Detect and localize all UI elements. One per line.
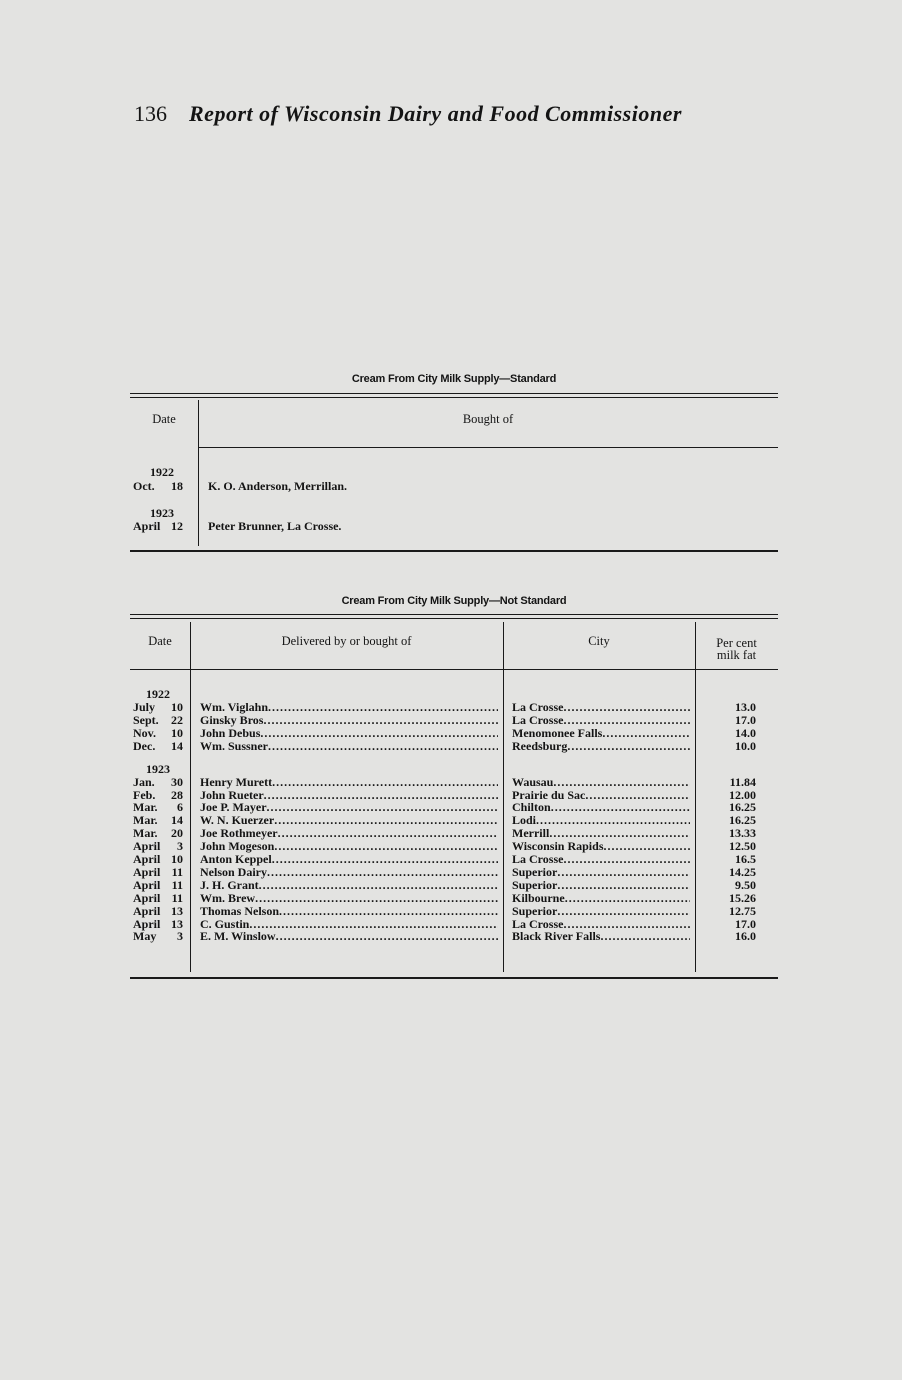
table2-header-rule: [503, 669, 695, 670]
table2-top-rule: [130, 614, 778, 619]
row-milk-fat: 15.26: [729, 890, 756, 905]
table2-caption: Cream From City Milk Supply—Not Standard: [341, 595, 567, 607]
row-milk-fat: 11.84: [729, 774, 756, 789]
table2-header-rule: [695, 669, 778, 670]
row-name: W. N. Kuerzer .....: [200, 814, 498, 827]
row-name: Wm. Viglahn .....: [200, 701, 498, 714]
row-city: Menomonee Falls .....: [512, 727, 690, 740]
table-row: April 3 John Mogeson ..... Wisconsin Rapids ..... 12.50: [0, 840, 780, 853]
row-city: Reedsburg .....: [512, 740, 690, 753]
table1-bottom-rule: [130, 550, 778, 552]
row-milk-fat: 16.25: [729, 813, 756, 828]
row-milk-fat: 12.00: [729, 787, 756, 802]
row-milk-fat: 9.50: [735, 877, 756, 892]
table2-header-milk-fat: milk fat: [716, 648, 757, 662]
row-milk-fat: 17.0: [735, 712, 756, 727]
table2-header-delivered: Delivered by or bought of: [281, 634, 412, 648]
row-city: Superior .....: [512, 866, 690, 879]
row-name: Anton Keppel .....: [200, 853, 498, 866]
row-name: Ginsky Bros .....: [200, 714, 498, 727]
row-city: Merrill .....: [512, 827, 690, 840]
row-name: John Rueter .....: [200, 789, 498, 802]
table-row: Mar. 20 Joe Rothmeyer ..... Merrill ..... 13.33: [0, 827, 780, 840]
table2-header-rule: [190, 669, 503, 670]
table1-year: 1923: [150, 506, 174, 520]
table1-header-bought-of: Bought of: [462, 412, 514, 426]
row-city: La Crosse .....: [512, 918, 690, 931]
row-city: Superior .....: [512, 879, 690, 892]
row-city: Prairie du Sac .....: [512, 789, 690, 802]
row-name: John Mogeson .....: [200, 840, 498, 853]
table2-header-date: Date: [148, 634, 172, 648]
row-name: J. H. Grant .....: [200, 879, 498, 892]
row-milk-fat: 10.0: [735, 738, 756, 753]
row-name: C. Gustin .....: [200, 918, 498, 931]
table-row: Nov. 10 John Debus ..... Menomonee Falls ..... 14.0: [0, 727, 780, 740]
row-city: Black River Falls .....: [512, 930, 690, 943]
row-milk-fat: 16.5: [735, 852, 756, 866]
table2-year: 1922: [146, 687, 170, 701]
table2-header-rule: [130, 669, 190, 670]
table-row: Feb. 28 John Rueter ..... Prairie du Sac ..... 12.00: [0, 789, 780, 802]
table1-caption: Cream From City Milk Supply—Standard: [351, 373, 557, 385]
table2-header-city: City: [588, 634, 610, 648]
row-name: John Debus .....: [200, 727, 498, 740]
row-name: Joe Rothmeyer .....: [200, 827, 498, 840]
row-milk-fat: 16.25: [729, 800, 756, 815]
table-row: Dec. 14 Wm. Sussner ..... Reedsburg ..... 10.0: [0, 740, 780, 753]
row-milk-fat: 13.33: [729, 826, 756, 841]
table-row: April 10 Anton Keppel ..... La Crosse ..... 16.5: [0, 853, 780, 866]
bought-of: K. O. Anderson, Merrillan.: [208, 479, 347, 493]
row-city: La Crosse .....: [512, 853, 690, 866]
row-city: Chilton .....: [512, 801, 690, 814]
table2-bottom-rule: [130, 977, 778, 979]
table-row: Sept. 22 Ginsky Bros ..... La Crosse ..... 17.0: [0, 714, 780, 727]
page-title: Report of Wisconsin Dairy and Food Commissioner: [189, 101, 682, 126]
table-row: July 10 Wm. Viglahn ..... La Crosse ..... 13.0: [0, 701, 780, 714]
table-row: April 12 Peter Brunner, La Crosse.: [133, 519, 342, 533]
table-row: May 3 E. M. Winslow ..... Black River Falls ..... 16.0: [0, 930, 780, 943]
table-row: April 11 Nelson Dairy ..... Superior ..... 14.25: [0, 866, 780, 879]
table1-year: 1922: [150, 465, 174, 479]
row-city: Wisconsin Rapids .....: [512, 840, 690, 853]
table2-header-per-cent: Per cent: [716, 636, 757, 650]
row-city: Wausau .....: [512, 776, 690, 789]
table2-year: 1923: [146, 761, 170, 776]
page-number: 136: [134, 101, 167, 126]
row-milk-fat: 17.0: [735, 916, 756, 931]
row-name: E. M. Winslow .....: [200, 930, 498, 943]
row-name: Thomas Nelson .....: [200, 905, 498, 918]
row-milk-fat: 16.0: [735, 929, 756, 944]
row-city: La Crosse .....: [512, 714, 690, 727]
row-city: Kilbourne .....: [512, 892, 690, 905]
table-row: April 11 J. H. Grant ..... Superior ..... 9.50: [0, 879, 780, 892]
row-name: Joe P. Mayer .....: [200, 801, 498, 814]
table-row: April 13 C. Gustin ..... La Crosse ..... 17.0: [0, 918, 780, 931]
row-milk-fat: 13.0: [735, 700, 756, 714]
table1-header-date: Date: [152, 412, 176, 426]
table-row: April 11 Wm. Brew ..... Kilbourne ..... 15.26: [0, 892, 780, 905]
row-name: Nelson Dairy .....: [200, 866, 498, 879]
table-row: April 13 Thomas Nelson ..... Superior ..... 12.75: [0, 905, 780, 918]
row-name: Wm. Brew .....: [200, 892, 498, 905]
table-row: Jan. 30 Henry Murett ..... Wausau ..... 11.84: [0, 776, 780, 789]
row-city: Lodi .....: [512, 814, 690, 827]
bought-of: Peter Brunner, La Crosse.: [208, 519, 342, 533]
table1-top-rule: [130, 393, 778, 398]
row-city: La Crosse .....: [512, 701, 690, 714]
row-milk-fat: 12.50: [729, 839, 756, 854]
row-name: Wm. Sussner .....: [200, 740, 498, 753]
table1-header-rule: [198, 447, 778, 448]
row-name: Henry Murett .....: [200, 776, 498, 789]
table-row: Mar. 6 Joe P. Mayer ..... Chilton ..... 16.25: [0, 801, 780, 814]
table-row: Oct. 18 K. O. Anderson, Merrillan.: [133, 479, 347, 493]
row-milk-fat: 12.75: [729, 903, 756, 918]
table-row: Mar. 14 W. N. Kuerzer ..... Lodi ..... 16.25: [0, 814, 780, 827]
row-milk-fat: 14.25: [729, 864, 756, 879]
row-city: Superior .....: [512, 905, 690, 918]
running-header: [134, 101, 682, 127]
row-milk-fat: 14.0: [735, 725, 756, 740]
